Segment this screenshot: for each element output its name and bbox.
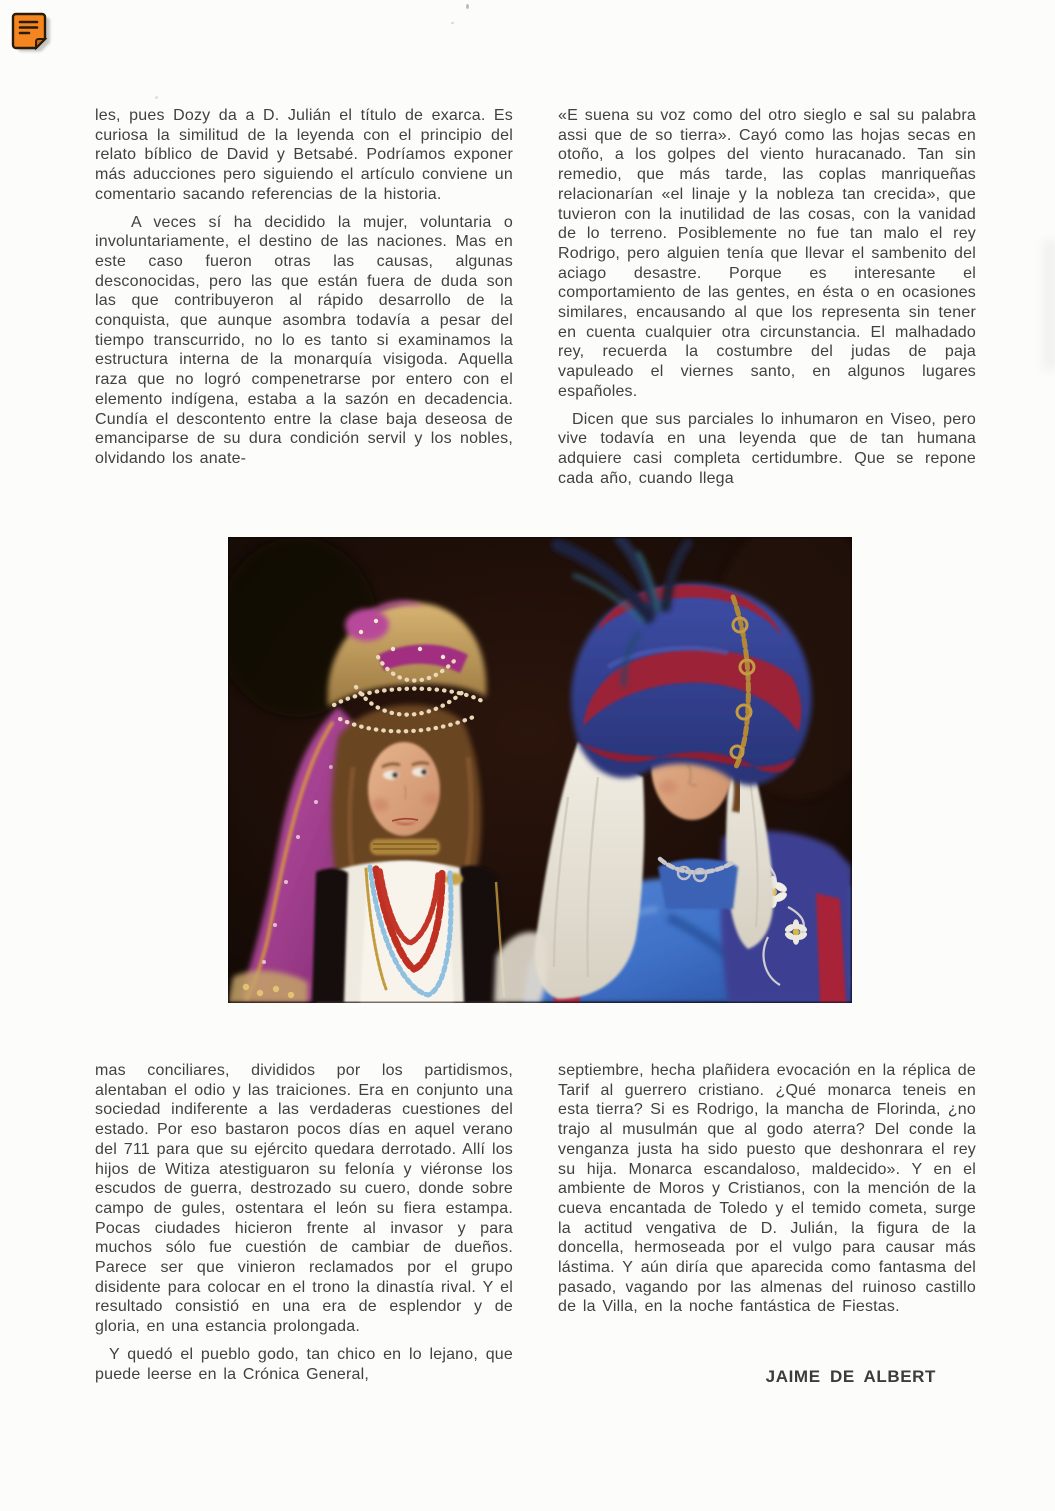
costume-photo-illustration [228, 537, 852, 1003]
column-top-right [558, 106, 976, 488]
scan-edge-smudge [1039, 240, 1055, 370]
paragraph: Dicen que sus parciales lo inhumaron en Viseo, pero vive todavía en una leyenda que de tan humana adquiere casi completa certidumbre. Que se repone cada año, cuando llega [558, 410, 976, 487]
scan-speck [155, 96, 158, 99]
costume-photo [228, 537, 852, 1003]
paragraph-continuation: mas conciliares, divididos por los partidismos, alentaban el odio y las traiciones. Era en conjunto una sociedad indiferente a las verdaderas cuestiones del estado. Por eso bastaron pocos días en aquel verano del 711 para que su ejército quedara derrotado. Allí los hijos de Witiza atestiguaron su felonía y viéronse los escudos de guerra, destrozado su cuero, donde sobre campo de gules, ostentara el león su fiera estampa. Pocas ciudades hicieron frente al invasor y para muchos sólo fue cuestión de cambiar de dueños. Parece ser que vinieron reclamados por el grupo disidente para colocar en el trono la dinastía rival. Y el resultado consistió en una era de esplendor y de gloria, en una estancia prolongada. [95, 1062, 513, 1336]
paragraph-continuation: les, pues Dozy da a D. Julián el título de exarca. Es curiosa la similitud de la leyenda con el principio del relato bíblico de David y Betsabé. Podríamos exponer más aducciones pero siguiendo el artículo conviene un comentario sacando referencias de la historia. [95, 107, 513, 203]
scan-speck [451, 22, 454, 24]
author-signature: JAIME DE ALBERT [765, 1367, 936, 1387]
paragraph: Y quedó el pueblo godo, tan chico en lo lejano, que puede leerse en la Crónica General, [95, 1345, 513, 1383]
column-bottom-left [95, 1061, 513, 1384]
paragraph-quote: «E suena su voz como del otro sieglo e sal su palabra assi que de so tierra». Cayó como las hojas secas en otoño, a los golpes del viento huracanado. Tan sin remedio, que más tarde, las coplas manriqueñas relacionarían «el linaje y la nobleza tan crecida», que tuvieron con la inutilidad de las cosas, con la vanidad de lo terreno. Posiblemente no fue tan malo el rey Rodrigo, pero alguien tenía que llevar el sambenito del aciago desastre. Porque es interesante el comportamiento de las gentes, en ésta o en ocasiones similares, encausando al que los representa sin tener en cuenta cualquier otra circunstancia. El malhadado rey, recuerda la costumbre del judas de paja vapuleado el viernes santo, en algunos lugares españoles. [558, 107, 976, 400]
note-icon[interactable] [9, 11, 53, 57]
scan-speck [466, 4, 469, 9]
column-bottom-right [558, 1061, 976, 1387]
paragraph-continuation: septiembre, hecha plañidera evocación en la réplica de Tarif al guerrero cristiano. ¿Qué monarca teneis en esta tierra? Si es Rodrigo, la mancha de Florinda, ¿no trajo al musulmán que al godo aterra? Del conde la venganza justa ha sido puesto que deshonrara el rey su hija. Monarca escandaloso, maldecido». Y en el ambiente de Moros y Cristianos, con la mención de la cueva encantada de Toledo y el temido cometa, surge la actitud vengativa de D. Julián, la figura de la doncella, hermoseada por el vulgo para causar más lástima. Y aún diría que aparecida como fantasma del pasado, vagando por las almenas del ruinoso castillo de la Villa, en la noche fantástica de Fiestas. [558, 1062, 976, 1316]
column-top-left [95, 106, 513, 469]
paragraph: A veces sí ha decidido la mujer, voluntaria o involuntariamente, el destino de las naciones. Mas en este caso fueron otras las causas, algunas desconocidas, pero las que están fuera de duda son las que contribuyeron al rápido desarrollo de la conquista, que aunque asombra todavía a pesar del tiempo transcurrido, no lo es tanto si examinamos la estructura interna de la monarquía visigoda. Aquella raza que no logró compenetrarse por entero con el elemento indígena, estaba a la sazón en decadencia. Cundía el descontento entre la clase baja deseosa de emanciparse de su dura condición servil y los nobles, olvidando los anate- [95, 213, 513, 467]
